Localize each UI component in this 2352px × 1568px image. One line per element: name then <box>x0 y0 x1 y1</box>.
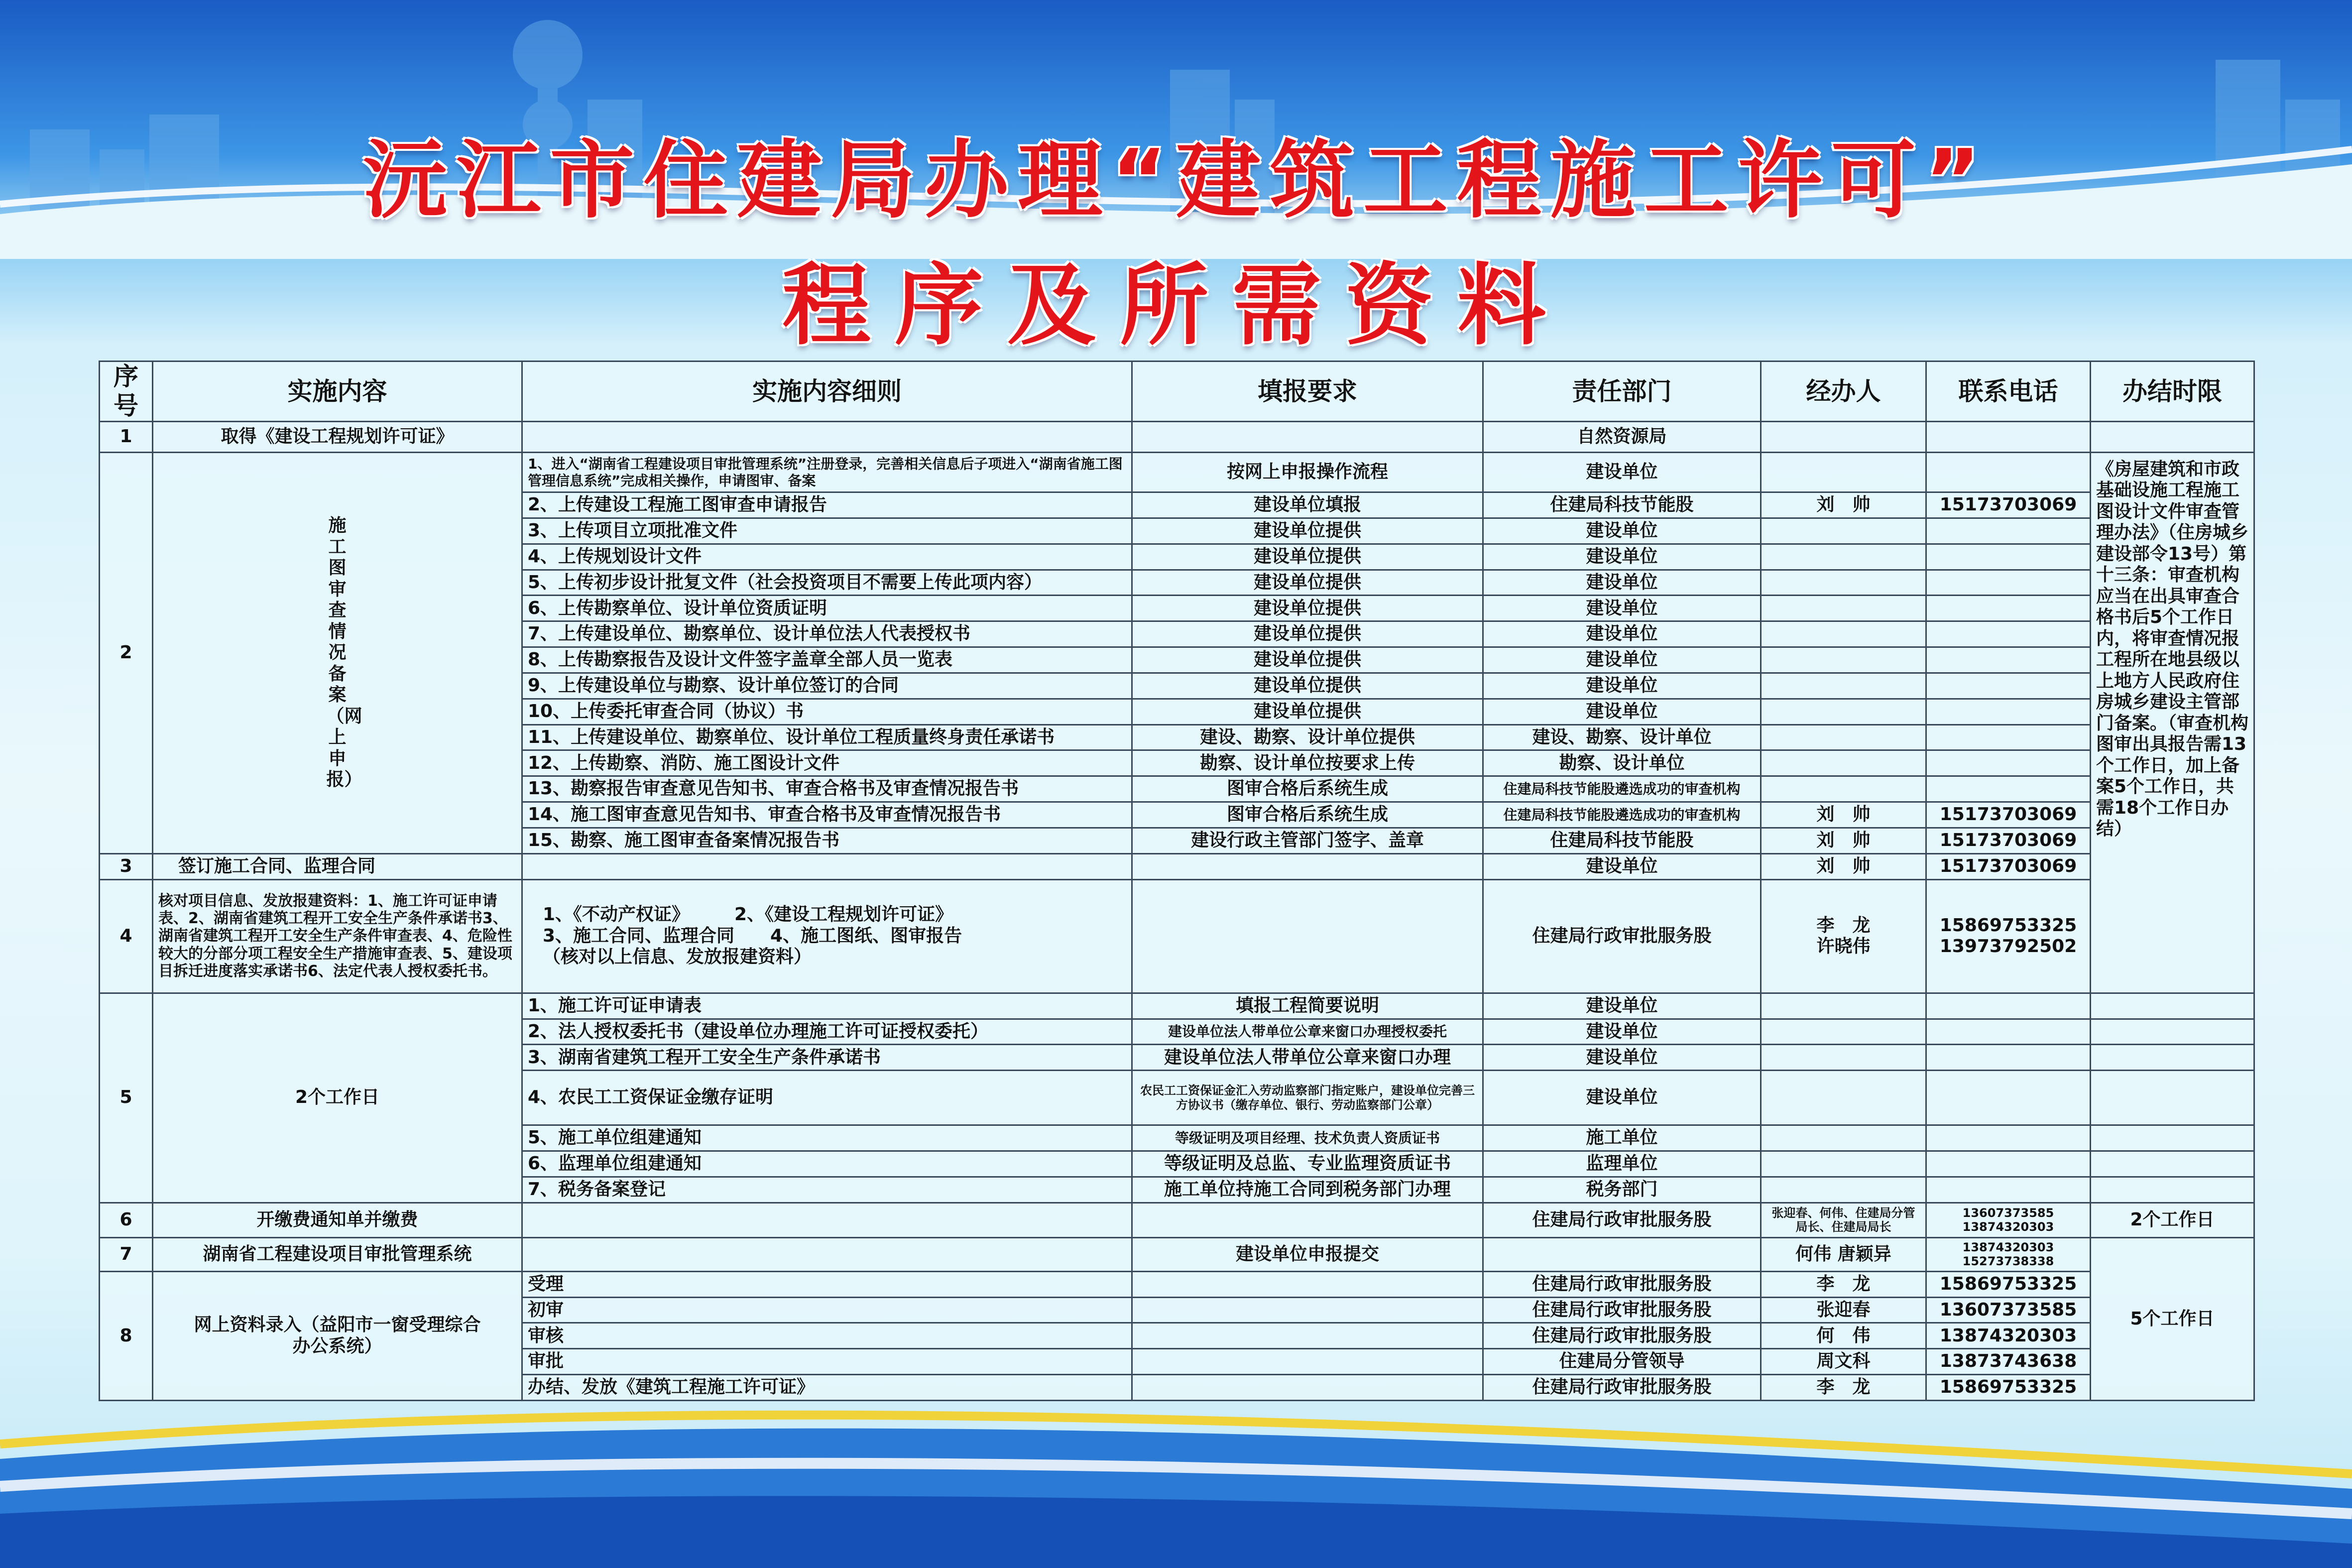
row-department: 建设、勘察、设计单位 <box>1483 724 1761 750</box>
row-detail: 4、上传规划设计文件 <box>522 544 1132 570</box>
row-requirement: 按网上申报操作流程 <box>1132 453 1483 492</box>
row-requirement: 建设单位提供 <box>1132 518 1483 544</box>
row-phone: 13873743638 <box>1926 1349 2091 1375</box>
row-handler <box>1761 544 1926 570</box>
row-requirement: 图审合格后系统生成 <box>1132 776 1483 802</box>
header-department: 责任部门 <box>1483 362 1761 422</box>
row-handler <box>1761 1071 1926 1125</box>
row-handler <box>1761 518 1926 544</box>
row-no: 6 <box>100 1203 153 1237</box>
row-department: 住建局行政审批服务股 <box>1483 1323 1761 1349</box>
row-detail: 6、监理单位组建通知 <box>522 1151 1132 1177</box>
row-phone <box>1926 993 2091 1019</box>
row-phone <box>1926 1045 2091 1071</box>
row-content <box>153 453 522 854</box>
row-phone: 15173703069 <box>1926 853 2091 879</box>
row-requirement <box>1132 1297 1483 1323</box>
row-department: 住建局分管领导 <box>1483 1349 1761 1375</box>
row-detail: 1、《不动产权证》 2、《建设工程规划许可证》 3、施工合同、监理合同 4、施工图纸、图审报告 （核对以上信息、发放报建资料） <box>522 879 1132 993</box>
row-department: 勘察、设计单位 <box>1483 750 1761 776</box>
row-requirement: 农民工工资保证金汇入劳动监察部门指定账户，建设单位完善三方协议书（缴存单位、银行、劳动监察部门公章） <box>1132 1071 1483 1125</box>
row-content-text: 施工图审查情况备案（网上申报） <box>326 515 362 790</box>
row-no: 1 <box>100 422 153 453</box>
row-handler <box>1761 1045 1926 1071</box>
row-phone <box>1926 422 2091 453</box>
table-row <box>100 853 2254 879</box>
row-phone <box>1926 1071 2091 1125</box>
row-department: 住建局科技节能股遴选成功的审查机构 <box>1483 802 1761 828</box>
row-handler: 李 龙 许晓伟 <box>1761 879 1926 993</box>
row-detail: 12、上传勘察、消防、施工图设计文件 <box>522 750 1132 776</box>
row-phone <box>1926 621 2091 647</box>
page-title-line2: 程序及所需资料 <box>782 254 1570 357</box>
row-detail: 5、上传初步设计批复文件（社会投资项目不需要上传此项内容） <box>522 570 1132 596</box>
row-content: 网上资料录入（益阳市一窗受理综合办公系统） <box>153 1271 522 1400</box>
table-row <box>100 1237 2254 1271</box>
row-department: 建设单位 <box>1483 673 1761 699</box>
row-department: 建设单位 <box>1483 1019 1761 1045</box>
row-phone <box>1926 750 2091 776</box>
row-handler: 何伟 唐颖异 <box>1761 1237 1926 1271</box>
row-handler <box>1761 776 1926 802</box>
footer-background <box>0 1384 2352 1568</box>
row-handler <box>1761 1177 1926 1203</box>
procedure-table <box>99 361 2255 1401</box>
row-department: 建设单位 <box>1483 544 1761 570</box>
row-phone <box>1926 518 2091 544</box>
header-content: 实施内容 <box>153 362 522 422</box>
row-detail: 审批 <box>522 1349 1132 1375</box>
row-detail: 1、进入“湖南省工程建设项目审批管理系统”注册登录，完善相关信息后子项进入“湖南省施工图管理信息系统”完成相关操作，申请图审、备案 <box>522 453 1132 492</box>
row-handler <box>1761 621 1926 647</box>
row-phone: 13874320303 <box>1926 1323 2091 1349</box>
row-time-limit <box>2091 422 2254 453</box>
row-requirement: 等级证明及总监、专业监理资质证书 <box>1132 1151 1483 1177</box>
row-handler: 张迎春 <box>1761 1297 1926 1323</box>
row-content: 开缴费通知单并缴费 <box>153 1203 522 1237</box>
row-handler <box>1761 1019 1926 1045</box>
row-requirement: 建设单位提供 <box>1132 544 1483 570</box>
row-department: 建设单位 <box>1483 993 1761 1019</box>
row-phone <box>1926 453 2091 492</box>
row-requirement: 建设单位法人带单位公章来窗口办理 <box>1132 1045 1483 1071</box>
row-department <box>1483 1237 1761 1271</box>
row-no: 3 <box>100 853 153 879</box>
row-requirement: 建设单位法人带单位公章来窗口办理授权委托 <box>1132 1019 1483 1045</box>
row-requirement: 图审合格后系统生成 <box>1132 802 1483 828</box>
row-handler <box>1761 993 1926 1019</box>
row-detail: 6、上传勘察单位、设计单位资质证明 <box>522 596 1132 621</box>
row-content: 取得《建设工程规划许可证》 <box>153 422 522 453</box>
row-time-limit <box>2091 1071 2254 1125</box>
row-department: 住建局科技节能股 <box>1483 828 1761 853</box>
row-phone: 15869753325 <box>1926 1375 2091 1401</box>
row-handler: 李 龙 <box>1761 1375 1926 1401</box>
row-time-limit <box>2091 1177 2254 1203</box>
row-time-limit <box>2091 993 2254 1019</box>
row-department: 建设单位 <box>1483 621 1761 647</box>
row-department: 建设单位 <box>1483 647 1761 673</box>
row-handler: 周文科 <box>1761 1349 1926 1375</box>
row-requirement: 建设单位提供 <box>1132 596 1483 621</box>
row-requirement <box>1132 1349 1483 1375</box>
row-no: 8 <box>100 1271 153 1400</box>
row-department: 自然资源局 <box>1483 422 1761 453</box>
row-no: 7 <box>100 1237 153 1271</box>
header-phone: 联系电话 <box>1926 362 2091 422</box>
row-department: 住建局行政审批服务股 <box>1483 1203 1761 1237</box>
header-no: 序号 <box>100 362 153 422</box>
page-title-line1: 沅江市住建局办理“建筑工程施工许可” <box>362 131 1990 230</box>
row-no: 5 <box>100 993 153 1203</box>
row-detail: 4、农民工工资保证金缴存证明 <box>522 1071 1132 1125</box>
row-handler: 刘 帅 <box>1761 492 1926 518</box>
row-department: 住建局行政审批服务股 <box>1483 879 1761 993</box>
row-requirement <box>1132 422 1483 453</box>
row-department: 建设单位 <box>1483 518 1761 544</box>
header-handler: 经办人 <box>1761 362 1926 422</box>
row-no: 2 <box>100 453 153 854</box>
row-handler: 刘 帅 <box>1761 828 1926 853</box>
row-detail: 办结、发放《建筑工程施工许可证》 <box>522 1375 1132 1401</box>
row-detail: 10、上传委托审查合同（协议）书 <box>522 699 1132 724</box>
row-detail: 1、施工许可证申请表 <box>522 993 1132 1019</box>
row-detail: 7、税务备案登记 <box>522 1177 1132 1203</box>
header-requirement: 填报要求 <box>1132 362 1483 422</box>
row-time-limit: 5个工作日 <box>2091 1237 2254 1400</box>
row-phone <box>1926 1019 2091 1045</box>
row-requirement <box>1132 879 1483 993</box>
row-handler: 刘 帅 <box>1761 802 1926 828</box>
row-requirement <box>1132 1323 1483 1349</box>
row-phone: 13874320303 15273738338 <box>1926 1237 2091 1271</box>
row-department: 建设单位 <box>1483 1071 1761 1125</box>
row-requirement <box>1132 853 1483 879</box>
row-phone <box>1926 699 2091 724</box>
row-department: 建设单位 <box>1483 596 1761 621</box>
row-requirement <box>1132 1203 1483 1237</box>
row-handler <box>1761 422 1926 453</box>
row-department: 住建局行政审批服务股 <box>1483 1375 1761 1401</box>
row-detail <box>522 1237 1132 1271</box>
row-detail: 初审 <box>522 1297 1132 1323</box>
row-handler <box>1761 596 1926 621</box>
row-detail: 13、勘察报告审查意见告知书、审查合格书及审查情况报告书 <box>522 776 1132 802</box>
row-detail <box>522 1203 1132 1237</box>
row-phone: 15869753325 13973792502 <box>1926 879 2091 993</box>
row-detail: 2、上传建设工程施工图审查申请报告 <box>522 492 1132 518</box>
row-requirement: 等级证明及项目经理、技术负责人资质证书 <box>1132 1125 1483 1151</box>
row-requirement: 勘察、设计单位按要求上传 <box>1132 750 1483 776</box>
row-detail: 受理 <box>522 1271 1132 1297</box>
row-department: 住建局科技节能股遴选成功的审查机构 <box>1483 776 1761 802</box>
row-department: 住建局行政审批服务股 <box>1483 1271 1761 1297</box>
row-detail: 11、上传建设单位、勘察单位、设计单位工程质量终身责任承诺书 <box>522 724 1132 750</box>
row-handler <box>1761 724 1926 750</box>
table-row <box>100 453 2254 492</box>
row-requirement: 填报工程简要说明 <box>1132 993 1483 1019</box>
row-detail: 9、上传建设单位与勘察、设计单位签订的合同 <box>522 673 1132 699</box>
row-department: 建设单位 <box>1483 453 1761 492</box>
row-time-limit: 2个工作日 <box>2091 1203 2254 1237</box>
row-handler: 刘 帅 <box>1761 853 1926 879</box>
row-handler: 李 龙 <box>1761 1271 1926 1297</box>
row-phone <box>1926 544 2091 570</box>
row-handler <box>1761 1125 1926 1151</box>
row-time-limit: 《房屋建筑和市政基础设施工程施工图设计文件审查管理办法》（住房城乡建设部令13号）第十三条：审查机构应当在出具审查合格书后5个工作日内，将审查情况报工程所在地县级以上地方人民政府住房城乡建设主管部门备案。（审查机构图审出具报告需13个工作日，加上备案5个工作日，共需18个工作日办结） <box>2091 453 2254 993</box>
row-phone <box>1926 1125 2091 1151</box>
row-content: 湖南省工程建设项目审批管理系统 <box>153 1237 522 1271</box>
row-detail: 14、施工图审查意见告知书、审查合格书及审查情况报告书 <box>522 802 1132 828</box>
row-department: 建设单位 <box>1483 699 1761 724</box>
table-row <box>100 993 2254 1019</box>
row-department: 建设单位 <box>1483 853 1761 879</box>
row-department: 税务部门 <box>1483 1177 1761 1203</box>
row-department: 住建局行政审批服务股 <box>1483 1297 1761 1323</box>
row-requirement <box>1132 1375 1483 1401</box>
row-phone: 15173703069 <box>1926 828 2091 853</box>
row-handler <box>1761 570 1926 596</box>
row-requirement: 施工单位持施工合同到税务部门办理 <box>1132 1177 1483 1203</box>
row-detail: 5、施工单位组建通知 <box>522 1125 1132 1151</box>
row-detail <box>522 853 1132 879</box>
row-phone <box>1926 776 2091 802</box>
header-time-limit: 办结时限 <box>2091 362 2254 422</box>
row-phone <box>1926 1151 2091 1177</box>
row-detail: 审核 <box>522 1323 1132 1349</box>
row-handler <box>1761 1151 1926 1177</box>
row-requirement: 建设单位申报提交 <box>1132 1237 1483 1271</box>
row-detail: 15、勘察、施工图审查备案情况报告书 <box>522 828 1132 853</box>
table-row <box>100 1203 2254 1237</box>
row-requirement: 建设行政主管部门签字、盖章 <box>1132 828 1483 853</box>
row-detail: 3、上传项目立项批准文件 <box>522 518 1132 544</box>
row-detail: 2、法人授权委托书（建设单位办理施工许可证授权委托） <box>522 1019 1132 1045</box>
row-phone: 15869753325 <box>1926 1271 2091 1297</box>
header-detail: 实施内容细则 <box>522 362 1132 422</box>
row-handler <box>1761 750 1926 776</box>
row-department: 建设单位 <box>1483 1045 1761 1071</box>
row-requirement: 建设、勘察、设计单位提供 <box>1132 724 1483 750</box>
row-phone <box>1926 570 2091 596</box>
row-phone <box>1926 647 2091 673</box>
row-requirement: 建设单位提供 <box>1132 673 1483 699</box>
row-handler: 张迎春、何伟、住建局分管局长、住建局局长 <box>1761 1203 1926 1237</box>
row-handler <box>1761 673 1926 699</box>
table-header-row <box>100 362 2254 422</box>
row-requirement: 建设单位提供 <box>1132 647 1483 673</box>
row-phone <box>1926 596 2091 621</box>
row-phone: 15173703069 <box>1926 492 2091 518</box>
row-content: 核对项目信息、发放报建资料：1、施工许可证申请表、2、湖南省建筑工程开工安全生产条件承诺书3、湖南省建筑工程开工安全生产条件审查表、4、危险性较大的分部分项工程安全生产措施审查表、5、建设项目拆迁进度落实承诺书6、法定代表人授权委托书。 <box>153 879 522 993</box>
row-department: 建设单位 <box>1483 570 1761 596</box>
row-handler <box>1761 647 1926 673</box>
row-requirement: 建设单位提供 <box>1132 699 1483 724</box>
row-requirement: 建设单位提供 <box>1132 621 1483 647</box>
row-requirement: 建设单位填报 <box>1132 492 1483 518</box>
row-time-limit <box>2091 1125 2254 1151</box>
row-phone: 13607373585 13874320303 <box>1926 1203 2091 1237</box>
row-content: 签订施工合同、监理合同 <box>153 853 522 879</box>
row-handler <box>1761 453 1926 492</box>
row-detail: 7、上传建设单位、勘察单位、设计单位法人代表授权书 <box>522 621 1132 647</box>
row-phone <box>1926 673 2091 699</box>
row-requirement <box>1132 1271 1483 1297</box>
row-no: 4 <box>100 879 153 993</box>
row-phone <box>1926 1177 2091 1203</box>
row-handler: 何 伟 <box>1761 1323 1926 1349</box>
row-phone: 15173703069 <box>1926 802 2091 828</box>
row-department: 监理单位 <box>1483 1151 1761 1177</box>
row-phone: 13607373585 <box>1926 1297 2091 1323</box>
table-row <box>100 1271 2254 1297</box>
row-detail: 8、上传勘察报告及设计文件签字盖章全部人员一览表 <box>522 647 1132 673</box>
row-department: 住建局科技节能股 <box>1483 492 1761 518</box>
row-time-limit <box>2091 1045 2254 1071</box>
row-content: 2个工作日 <box>153 993 522 1203</box>
table-row <box>100 879 2254 993</box>
row-handler <box>1761 699 1926 724</box>
row-phone <box>1926 724 2091 750</box>
table-row <box>100 422 2254 453</box>
row-department: 施工单位 <box>1483 1125 1761 1151</box>
row-time-limit <box>2091 1151 2254 1177</box>
row-time-limit <box>2091 1019 2254 1045</box>
row-detail <box>522 422 1132 453</box>
row-requirement: 建设单位提供 <box>1132 570 1483 596</box>
row-detail: 3、湖南省建筑工程开工安全生产条件承诺书 <box>522 1045 1132 1071</box>
